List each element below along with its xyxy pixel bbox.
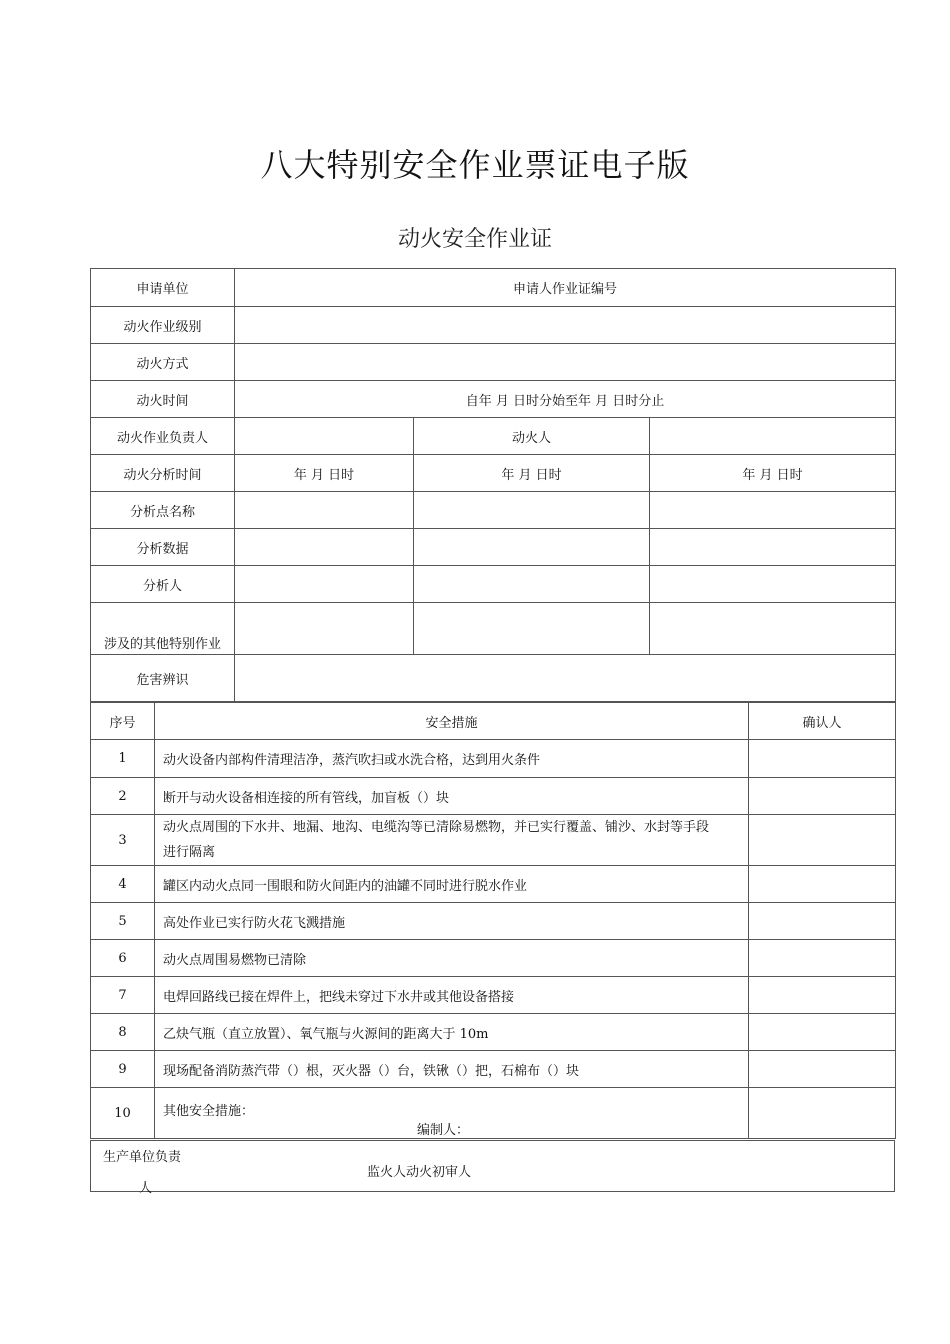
row-no: 6 <box>91 940 155 977</box>
row-measure: 电焊回路线已接在焊件上，把线未穿过下水井或其他设备搭接 <box>155 977 749 1014</box>
analysis-point-label: 分析点名称 <box>91 492 235 529</box>
row-no: 5 <box>91 903 155 940</box>
analyst-value-3[interactable] <box>650 566 896 603</box>
analysis-point-value-2[interactable] <box>414 492 650 529</box>
analysis-point-value-1[interactable] <box>235 492 414 529</box>
other-special-work-value-2[interactable] <box>414 603 650 655</box>
permit-info-table <box>90 268 896 702</box>
table-row <box>91 1014 896 1051</box>
fire-time-value[interactable]: 自年 月 日时分始至年 月 日时分止 <box>235 381 896 418</box>
other-special-work-label <box>91 603 235 655</box>
signature-table <box>90 1140 895 1196</box>
other-special-work-value-1[interactable] <box>235 603 414 655</box>
hazard-identification-label: 危害辨识 <box>91 655 235 702</box>
fire-operator-label: 动火人 <box>414 418 650 455</box>
row-confirmer[interactable] <box>749 740 896 778</box>
row-confirmer[interactable] <box>749 778 896 815</box>
table-row <box>91 1051 896 1088</box>
compiler-label: 编制人： <box>417 1123 470 1138</box>
responsible-person-label: 动火作业负责人 <box>91 418 235 455</box>
production-unit-leader-label-2: 人 <box>139 1181 153 1196</box>
table-row <box>91 977 896 1014</box>
table-row <box>91 940 896 977</box>
row-confirmer[interactable] <box>749 940 896 977</box>
fire-monitor-reviewer-label: 监火人动火初审人 <box>367 1165 472 1180</box>
applicant-unit-label: 申请单位 <box>91 269 235 307</box>
analysis-time-label: 动火分析时间 <box>91 455 235 492</box>
row-measure: 断开与动火设备相连接的所有管线，加盲板（）块 <box>155 778 749 815</box>
row-confirmer[interactable] <box>749 1014 896 1051</box>
fire-operator-value[interactable] <box>650 418 896 455</box>
header-no: 序号 <box>91 703 155 740</box>
other-special-work-text: 涉及的其他特别作业 <box>103 637 221 652</box>
row-measure: 高处作业已实行防火花飞溅措施 <box>155 903 749 940</box>
signature-cell[interactable] <box>91 1141 895 1196</box>
row-measure[interactable] <box>155 1088 749 1139</box>
fire-level-label: 动火作业级别 <box>91 307 235 344</box>
table-row <box>91 778 896 815</box>
row-measure: 现场配备消防蒸汽带（）根，灭火器（）台，铁锹（）把，石棉布（）块 <box>155 1051 749 1088</box>
applicant-cert-no-label: 申请人作业证编号 <box>235 269 896 307</box>
row-confirmer[interactable] <box>749 903 896 940</box>
table-row <box>91 1088 896 1139</box>
header-measure: 安全措施 <box>155 703 749 740</box>
row-confirmer[interactable] <box>749 815 896 866</box>
row-measure <box>155 815 749 866</box>
row-no: 3 <box>91 815 155 866</box>
production-unit-leader-label-1: 生产单位负责 <box>103 1150 182 1165</box>
row-no: 8 <box>91 1014 155 1051</box>
row-no: 10 <box>91 1088 155 1139</box>
row-confirmer[interactable] <box>749 1051 896 1088</box>
row-measure-line-1: 动火点周围的下水井、地漏、地沟、电缆沟等已清除易燃物，并已实行覆盖、铺沙、水封等手段 <box>163 820 710 835</box>
row-no: 4 <box>91 866 155 903</box>
row-measure: 罐区内动火点同一围眼和防火间距内的油罐不同时进行脱水作业 <box>155 866 749 903</box>
document-title: 八大特别安全作业票证电子版 <box>260 146 690 184</box>
table-row <box>91 740 896 778</box>
row-no: 7 <box>91 977 155 1014</box>
analysis-data-value-1[interactable] <box>235 529 414 566</box>
safety-measures-table <box>90 702 896 1139</box>
analysis-time-value-1[interactable]: 年 月 日时 <box>235 455 414 492</box>
analysis-time-value-3[interactable]: 年 月 日时 <box>650 455 896 492</box>
analysis-data-value-2[interactable] <box>414 529 650 566</box>
analyst-value-1[interactable] <box>235 566 414 603</box>
fire-time-label: 动火时间 <box>91 381 235 418</box>
analyst-label: 分析人 <box>91 566 235 603</box>
hazard-identification-value[interactable] <box>235 655 896 702</box>
analyst-value-2[interactable] <box>414 566 650 603</box>
row-no: 2 <box>91 778 155 815</box>
analysis-time-value-2[interactable]: 年 月 日时 <box>414 455 650 492</box>
analysis-data-label: 分析数据 <box>91 529 235 566</box>
header-confirmer: 确认人 <box>749 703 896 740</box>
table-row <box>91 866 896 903</box>
analysis-data-value-3[interactable] <box>650 529 896 566</box>
row-measure-line-2: 进行隔离 <box>163 845 216 860</box>
other-special-work-value-3[interactable] <box>650 603 896 655</box>
other-measures-label: 其他安全措施： <box>163 1104 255 1119</box>
row-confirmer[interactable] <box>749 866 896 903</box>
analysis-point-value-3[interactable] <box>650 492 896 529</box>
row-measure: 乙炔气瓶（直立放置）、氧气瓶与火源间的距离大于 10m <box>155 1014 749 1051</box>
responsible-person-value[interactable] <box>235 418 414 455</box>
row-measure: 动火设备内部构件清理洁净，蒸汽吹扫或水洗合格，达到用火条件 <box>155 740 749 778</box>
fire-method-value[interactable] <box>235 344 896 381</box>
row-confirmer[interactable] <box>749 977 896 1014</box>
table-row <box>91 815 896 866</box>
table-row <box>91 903 896 940</box>
row-measure: 动火点周围易燃物已清除 <box>155 940 749 977</box>
document-subtitle: 动火安全作业证 <box>397 227 552 252</box>
fire-method-label: 动火方式 <box>91 344 235 381</box>
row-no: 9 <box>91 1051 155 1088</box>
fire-level-value[interactable] <box>235 307 896 344</box>
row-confirmer[interactable] <box>749 1088 896 1139</box>
row-no: 1 <box>91 740 155 778</box>
